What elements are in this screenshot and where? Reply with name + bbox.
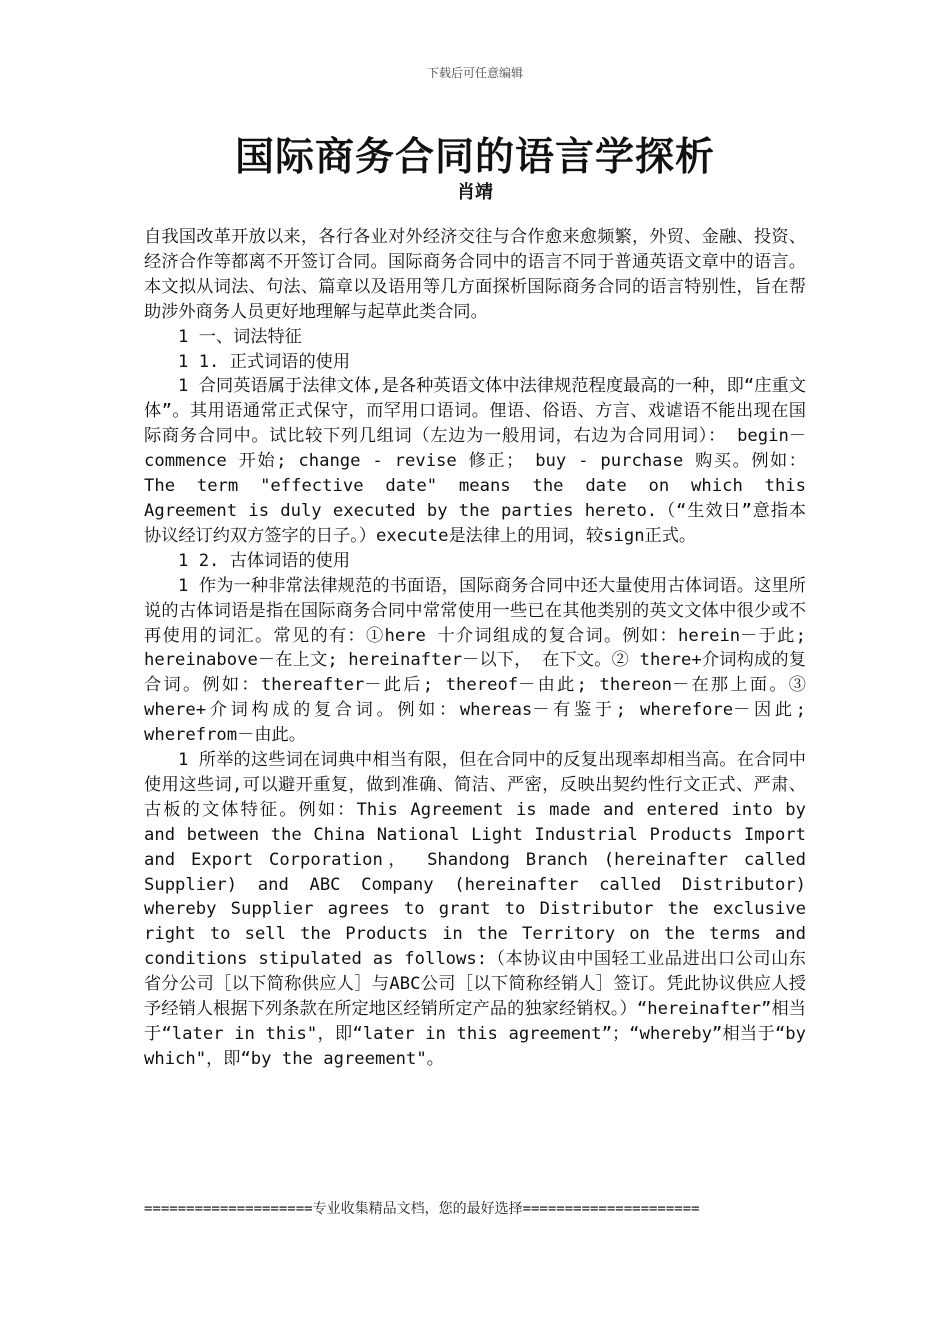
- footer-banner: ====================专业收集精品文档，您的最好选择=====================: [144, 1201, 700, 1217]
- paragraph-formal-words: 1 合同英语属于法律文体,是各种英语文体中法律规范程度最高的一种，即“庄重文体”。其用语通常正式保守，而罕用口语词。俚语、俗语、方言、戏谑语不能出现在国际商务合同中。试比较下列几组词（左边为一般用词，右边为合同用词）： begin－commence 开始; change - revise 修正； buy - purchase 购买。例如：The term "effective date" means the date on which this Agreement is duly executed by the parties hereto.（“生效日”意指本协议经订约双方签字的日子。）execute是法律上的用词，较sign正式。: [144, 376, 806, 546]
- document-body: [144, 225, 806, 1072]
- section-heading-lexical: 1 一、词法特征: [178, 326, 302, 347]
- subsection-heading-formal-words: 1 1. 正式词语的使用: [178, 351, 351, 372]
- intro-paragraph: 自我国改革开放以来，各行各业对外经济交往与合作愈来愈频繁，外贸、金融、投资、经济合作等都离不开签订合同。国际商务合同中的语言不同于普通英语文章中的语言。本文拟从词法、句法、篇章以及语用等几方面探析国际商务合同的语言特别性，旨在帮助涉外商务人员更好地理解与起草此类合同。: [144, 227, 806, 322]
- paragraph-archaic-examples: 1 所举的这些词在词典中相当有限，但在合同中的反复出现率却相当高。在合同中使用这些词,可以避开重复，做到准确、简洁、严密，反映出契约性行文正式、严肃、古板的文体特征。例如：This Agreement is made and entered into by and between the China National Light Industrial Products Import and Export Corporation， Shandong Branch (hereinafter called Supplier) and ABC Company (hereinafter called Distributor) whereby Supplier agrees to grant to Distributor the exclusive right to sell the Products in the Territory on the terms and conditions stipulated as follows:（本协议由中国轻工业品进出口公司山东省分公司［以下简称供应人］与ABC公司［以下简称经销人］签订。凭此协议供应人授予经销人根据下列条款在所定地区经销所定产品的独家经销权。）“hereinafter”相当于“later in this"，即“later in this agreement”；“whereby”相当于“by which"，即“by the agreement"。: [144, 750, 806, 1069]
- subsection-heading-archaic-words: 1 2. 古体词语的使用: [178, 550, 351, 571]
- header-note: 下载后可任意编辑: [426, 66, 523, 80]
- author-name: 肖靖: [457, 182, 493, 203]
- document-title: 国际商务合同的语言学探析: [234, 135, 715, 180]
- paragraph-archaic-words: 1 作为一种非常法律规范的书面语，国际商务合同中还大量使用古体词语。这里所说的古体词语是指在国际商务合同中常常使用一些已在其他类别的英文文体中很少或不再使用的词汇。常见的有：①here 十介词组成的复合词。例如：herein－于此; hereinabove－在上文; hereinafter－以下， 在下文。② there+介词构成的复合词。例如：thereafter－此后; thereof－由此; thereon－在那上面。③ where+介词构成的复合词。例如：whereas－有鉴于; wherefore－因此; wherefrom－由此。: [144, 575, 806, 746]
